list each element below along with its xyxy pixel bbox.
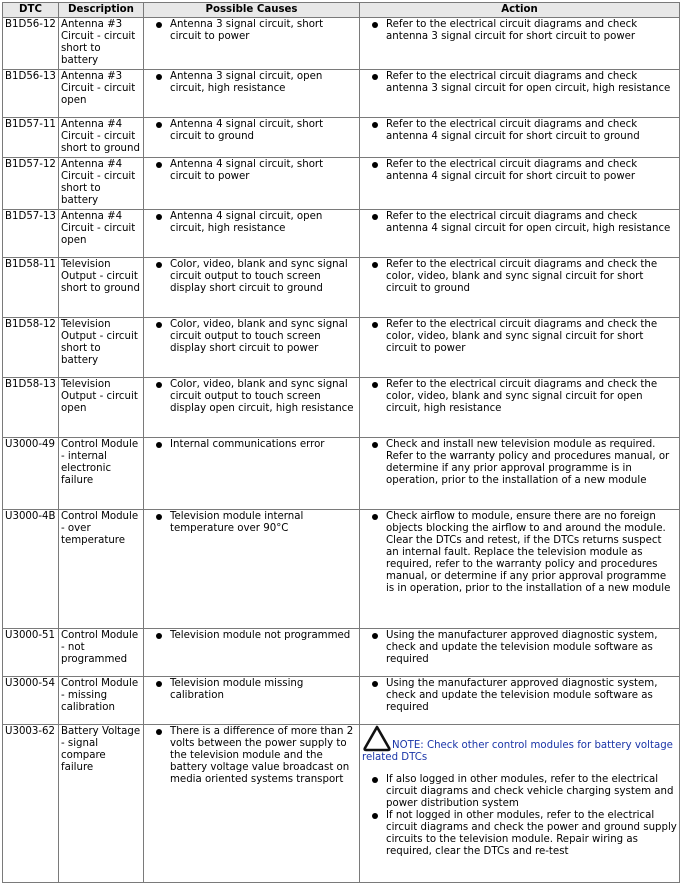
action-item: Refer to the electrical circuit diagrams and check antenna 4 signal circuit for short circuit to ground xyxy=(386,119,677,143)
table-row xyxy=(3,18,680,70)
dtc-code: B1D58-11 xyxy=(3,258,59,318)
action xyxy=(360,725,680,883)
dtc-code: B1D56-12 xyxy=(3,18,59,70)
table-row xyxy=(3,318,680,378)
cause-item: Internal communications error xyxy=(170,439,357,451)
table-row xyxy=(3,438,680,510)
dtc-code: B1D57-13 xyxy=(3,210,59,258)
possible-causes xyxy=(144,18,360,70)
cause-item: There is a difference of more than 2 volts between the power supply to the television module and the battery voltage value broadcast on media oriented systems transport xyxy=(170,726,357,786)
action-item: Refer to the electrical circuit diagrams and check antenna 3 signal circuit for open circuit, high resistance xyxy=(386,71,677,95)
action xyxy=(360,378,680,438)
action xyxy=(360,510,680,629)
dtc-code: U3000-4B xyxy=(3,510,59,629)
dtc-code: B1D56-13 xyxy=(3,70,59,118)
action-item: Check airflow to module, ensure there are no foreign objects blocking the airflow to and around the module. Clear the DTCs and retest, if the DTCs returns suspect an internal fault. Replace the television module as required, refer to the warranty policy and procedures manual, or determine if any prior approval programme is in operation, prior to the installation of a new module xyxy=(386,511,677,595)
action xyxy=(360,438,680,510)
note-block xyxy=(362,726,677,764)
cause-item: Television module missing calibration xyxy=(170,678,357,702)
possible-causes xyxy=(144,629,360,677)
warning-triangle-icon xyxy=(362,724,392,752)
possible-causes xyxy=(144,258,360,318)
action-item: If also logged in other modules, refer to the electrical circuit diagrams and check vehicle charging system and power distribution system xyxy=(386,774,677,810)
action-item: Refer to the electrical circuit diagrams and check the color, video, blank and sync signal circuit for short circuit to ground xyxy=(386,259,677,295)
cause-item: Antenna 4 signal circuit, short circuit to ground xyxy=(170,119,357,143)
table-row xyxy=(3,258,680,318)
note-text: NOTE: Check other control modules for battery voltage related DTCs xyxy=(362,740,673,763)
cause-item: Color, video, blank and sync signal circuit output to touch screen display open circuit, high resistance xyxy=(170,379,357,415)
action xyxy=(360,18,680,70)
table-header-row xyxy=(3,3,680,18)
action xyxy=(360,158,680,210)
dtc-description: Antenna #4 Circuit - circuit short to ground xyxy=(59,118,144,158)
dtc-code: U3000-51 xyxy=(3,629,59,677)
action-item: If not logged in other modules, refer to the electrical circuit diagrams and check the power and ground supply circuits to the television module. Repair wiring as required, clear the DTCs and re-test xyxy=(386,810,677,857)
dtc-code: U3000-49 xyxy=(3,438,59,510)
dtc-description: Television Output - circuit open xyxy=(59,378,144,438)
action-item: Refer to the electrical circuit diagrams and check antenna 3 signal circuit for short circuit to power xyxy=(386,19,677,43)
cause-item: Color, video, blank and sync signal circuit output to touch screen display short circuit to power xyxy=(170,319,357,355)
dtc-description: Antenna #3 Circuit - circuit short to battery xyxy=(59,18,144,70)
header-possible-causes: Possible Causes xyxy=(144,3,360,18)
action-item: Using the manufacturer approved diagnostic system, check and update the television module software as required xyxy=(386,630,677,666)
header-action: Action xyxy=(360,3,680,18)
header-description: Description xyxy=(59,3,144,18)
table-row xyxy=(3,510,680,629)
table-row xyxy=(3,677,680,725)
cause-item: Television module not programmed xyxy=(170,630,357,642)
dtc-code: U3000-54 xyxy=(3,677,59,725)
dtc-code: B1D57-12 xyxy=(3,158,59,210)
action xyxy=(360,258,680,318)
table-row xyxy=(3,210,680,258)
dtc-code: B1D58-12 xyxy=(3,318,59,378)
header-dtc: DTC xyxy=(3,3,59,18)
cause-item: Antenna 4 signal circuit, short circuit to power xyxy=(170,159,357,183)
action-item: Refer to the electrical circuit diagrams and check antenna 4 signal circuit for open circuit, high resistance xyxy=(386,211,677,235)
cause-item: Color, video, blank and sync signal circuit output to touch screen display short circuit to ground xyxy=(170,259,357,295)
dtc-description: Antenna #4 Circuit - circuit short to battery xyxy=(59,158,144,210)
cause-item: Antenna 4 signal circuit, open circuit, high resistance xyxy=(170,211,357,235)
dtc-code: B1D57-11 xyxy=(3,118,59,158)
dtc-description: Control Module - internal electronic failure xyxy=(59,438,144,510)
dtc-description: Battery Voltage - signal compare failure xyxy=(59,725,144,883)
possible-causes xyxy=(144,118,360,158)
action xyxy=(360,118,680,158)
possible-causes xyxy=(144,378,360,438)
possible-causes xyxy=(144,510,360,629)
dtc-description: Control Module - not programmed xyxy=(59,629,144,677)
table-row xyxy=(3,725,680,883)
table-row xyxy=(3,158,680,210)
possible-causes xyxy=(144,158,360,210)
possible-causes xyxy=(144,677,360,725)
table-row xyxy=(3,629,680,677)
dtc-table xyxy=(2,2,680,883)
table-row xyxy=(3,378,680,438)
action xyxy=(360,210,680,258)
action-item: Refer to the electrical circuit diagrams and check the color, video, blank and sync signal circuit for short circuit to power xyxy=(386,319,677,355)
action-item: Check and install new television module as required. Refer to the warranty policy and procedures manual, or determine if any prior approval programme is in operation, prior to the installation of a new module xyxy=(386,439,677,487)
possible-causes xyxy=(144,70,360,118)
action-item: Refer to the electrical circuit diagrams and check antenna 4 signal circuit for short circuit to power xyxy=(386,159,677,183)
table-row xyxy=(3,118,680,158)
dtc-code: U3003-62 xyxy=(3,725,59,883)
action-item: Using the manufacturer approved diagnostic system, check and update the television module software as required xyxy=(386,678,677,714)
dtc-description: Antenna #3 Circuit - circuit open xyxy=(59,70,144,118)
action xyxy=(360,677,680,725)
possible-causes xyxy=(144,318,360,378)
cause-item: Antenna 3 signal circuit, open circuit, high resistance xyxy=(170,71,357,95)
dtc-description: Control Module - missing calibration xyxy=(59,677,144,725)
cause-item: Antenna 3 signal circuit, short circuit to power xyxy=(170,19,357,43)
dtc-description: Television Output - circuit short to ground xyxy=(59,258,144,318)
cause-item: Television module internal temperature over 90°C xyxy=(170,511,357,535)
action xyxy=(360,629,680,677)
possible-causes xyxy=(144,725,360,883)
dtc-description: Antenna #4 Circuit - circuit open xyxy=(59,210,144,258)
action xyxy=(360,318,680,378)
action-item: Refer to the electrical circuit diagrams and check the color, video, blank and sync signal circuit for open circuit, high resistance xyxy=(386,379,677,415)
possible-causes xyxy=(144,210,360,258)
dtc-code: B1D58-13 xyxy=(3,378,59,438)
possible-causes xyxy=(144,438,360,510)
table-row xyxy=(3,70,680,118)
dtc-description: Control Module - over temperature xyxy=(59,510,144,629)
dtc-description: Television Output - circuit short to battery xyxy=(59,318,144,378)
action xyxy=(360,70,680,118)
